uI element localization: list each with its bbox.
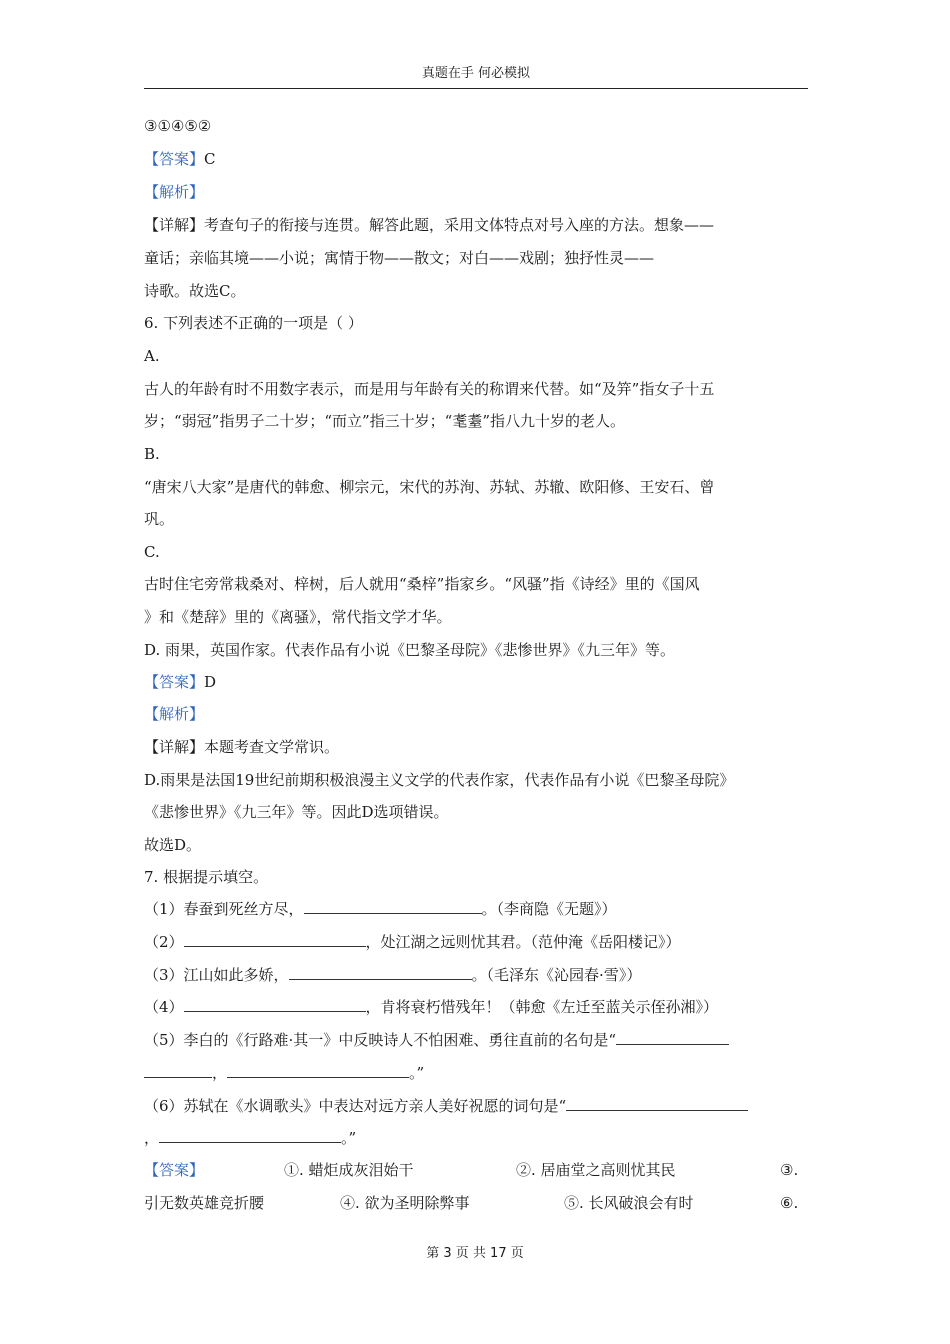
answer-blank: [159, 1128, 341, 1143]
q5-analysis-label: 【解析】: [144, 183, 205, 201]
item-text: （6）苏轼在《水调歌头》中表达对远方亲人美好祝愿的词句是“: [144, 1097, 567, 1115]
item-text: 。（毛泽东《沁园春·雪》）: [471, 966, 642, 984]
q6-detail-4: 故选D。: [144, 836, 202, 854]
item-text: （1）春蚕到死丝方尽，: [144, 900, 304, 918]
q6-detail-3: 《悲惨世界》《九三年》等。因此D选项错误。: [144, 803, 449, 821]
q7-stem: 7. 根据提示填空。: [144, 868, 269, 886]
q6-analysis-label: 【解析】: [144, 705, 205, 723]
answer-2: ②. 居庙堂之高则忧其民: [516, 1161, 676, 1179]
answer-value: D: [204, 673, 217, 691]
item-text: （4）: [144, 998, 184, 1016]
q6-option-b-label: B.: [144, 445, 160, 463]
answer-blank: [144, 1063, 212, 1078]
q6-option-c-text-1: 古时住宅旁常栽桑对、梓树，后人就用“桑梓”指家乡。“风骚”指《诗经》里的《国风: [144, 575, 700, 593]
q5-detail-2: 童话；亲临其境——小说；寓情于物——散文；对白——戏剧；独抒性灵——: [144, 249, 655, 267]
q7-item-6-cont: [144, 1128, 356, 1148]
q5-detail-1: 【详解】考查句子的衔接与连贯。解答此题，采用文体特点对号入座的方法。想象——: [144, 216, 715, 234]
item-text: （3）江山如此多娇，: [144, 966, 289, 984]
q6-answer: [144, 672, 216, 692]
q6-detail-2: D.雨果是法国19世纪前期积极浪漫主义文学的代表作家，代表作品有小说《巴黎圣母院》: [144, 771, 735, 789]
q6-option-b-text-2: 巩。: [144, 510, 175, 528]
q7-item-1: [144, 899, 617, 919]
answer-value: C: [204, 150, 216, 168]
answer-label: 【答案】: [144, 150, 205, 168]
item-text: ，肯将衰朽惜残年！（韩愈《左迁至蓝关示侄孙湘》）: [365, 998, 719, 1016]
q6-option-b-text-1: “唐宋八大家”是唐代的韩愈、柳宗元，宋代的苏洵、苏轼、苏辙、欧阳修、王安石、曾: [144, 478, 715, 496]
item-text: （2）: [144, 933, 184, 951]
answer-blank: [616, 1030, 729, 1045]
answer-6-number: ⑥.: [780, 1194, 799, 1212]
answer-3-number: ③.: [780, 1161, 799, 1179]
answer-3: 引无数英雄竞折腰: [144, 1194, 265, 1212]
q7-item-5-cont: [144, 1063, 424, 1083]
page-footer: 第 3 页 共 17 页: [426, 1246, 524, 1261]
answer-blank: [289, 965, 472, 980]
q5-order: ③①④⑤②: [144, 117, 212, 135]
item-text: 。”: [409, 1064, 425, 1082]
answer-4: ④. 欲为圣明除弊事: [340, 1194, 470, 1212]
item-text: ，: [144, 1129, 160, 1147]
q7-item-4: [144, 997, 718, 1017]
item-text: （5）李白的《行路难·其一》中反映诗人不怕困难、勇往直前的名句是“: [144, 1031, 616, 1049]
q7-item-5: [144, 1030, 729, 1050]
q7-item-6: [144, 1096, 748, 1116]
q6-option-a-label: A.: [144, 347, 160, 365]
q6-option-c-label: C.: [144, 543, 160, 561]
answer-label: 【答案】: [144, 1161, 205, 1179]
answer-label: 【答案】: [144, 673, 205, 691]
q6-option-c-text-2: 》和《楚辞》里的《离骚》，常代指文学才华。: [144, 608, 452, 626]
item-text: ，处江湖之远则忧其君。（范仲淹《岳阳楼记》）: [365, 933, 681, 951]
item-text: 。（李商隐《无题》）: [481, 900, 617, 918]
page-header: 真题在手 何必模拟: [421, 66, 531, 81]
q6-option-d: D. 雨果，英国作家。代表作品有小说《巴黎圣母院》《悲惨世界》《九三年》等。: [144, 641, 676, 659]
q6-option-a-text-1: 古人的年龄有时不用数字表示，而是用与年龄有关的称谓来代替。如“及笄”指女子十五: [144, 380, 715, 398]
q5-detail-3: 诗歌。故选C。: [144, 282, 246, 300]
q7-item-3: [144, 965, 641, 985]
q6-option-a-text-2: 岁；“弱冠”指男子二十岁；“而立”指三十岁；“耄耋”指八九十岁的老人。: [144, 412, 626, 430]
item-text: ，: [212, 1064, 228, 1082]
q6-detail-1: 【详解】本题考查文学常识。: [144, 738, 340, 756]
answer-blank: [304, 899, 482, 914]
item-text: 。”: [341, 1129, 357, 1147]
q6-stem: 6. 下列表述不正确的一项是（ ）: [144, 314, 363, 332]
q5-answer: [144, 149, 216, 169]
answer-blank: [184, 997, 366, 1012]
header-divider: [144, 88, 808, 89]
answer-5: ⑤. 长风破浪会有时: [564, 1194, 694, 1212]
answer-blank: [184, 932, 366, 947]
answer-1: ①. 蜡炬成灰泪始干: [284, 1161, 414, 1179]
q7-item-2: [144, 932, 681, 952]
answer-blank: [566, 1096, 748, 1111]
answer-blank: [227, 1063, 409, 1078]
